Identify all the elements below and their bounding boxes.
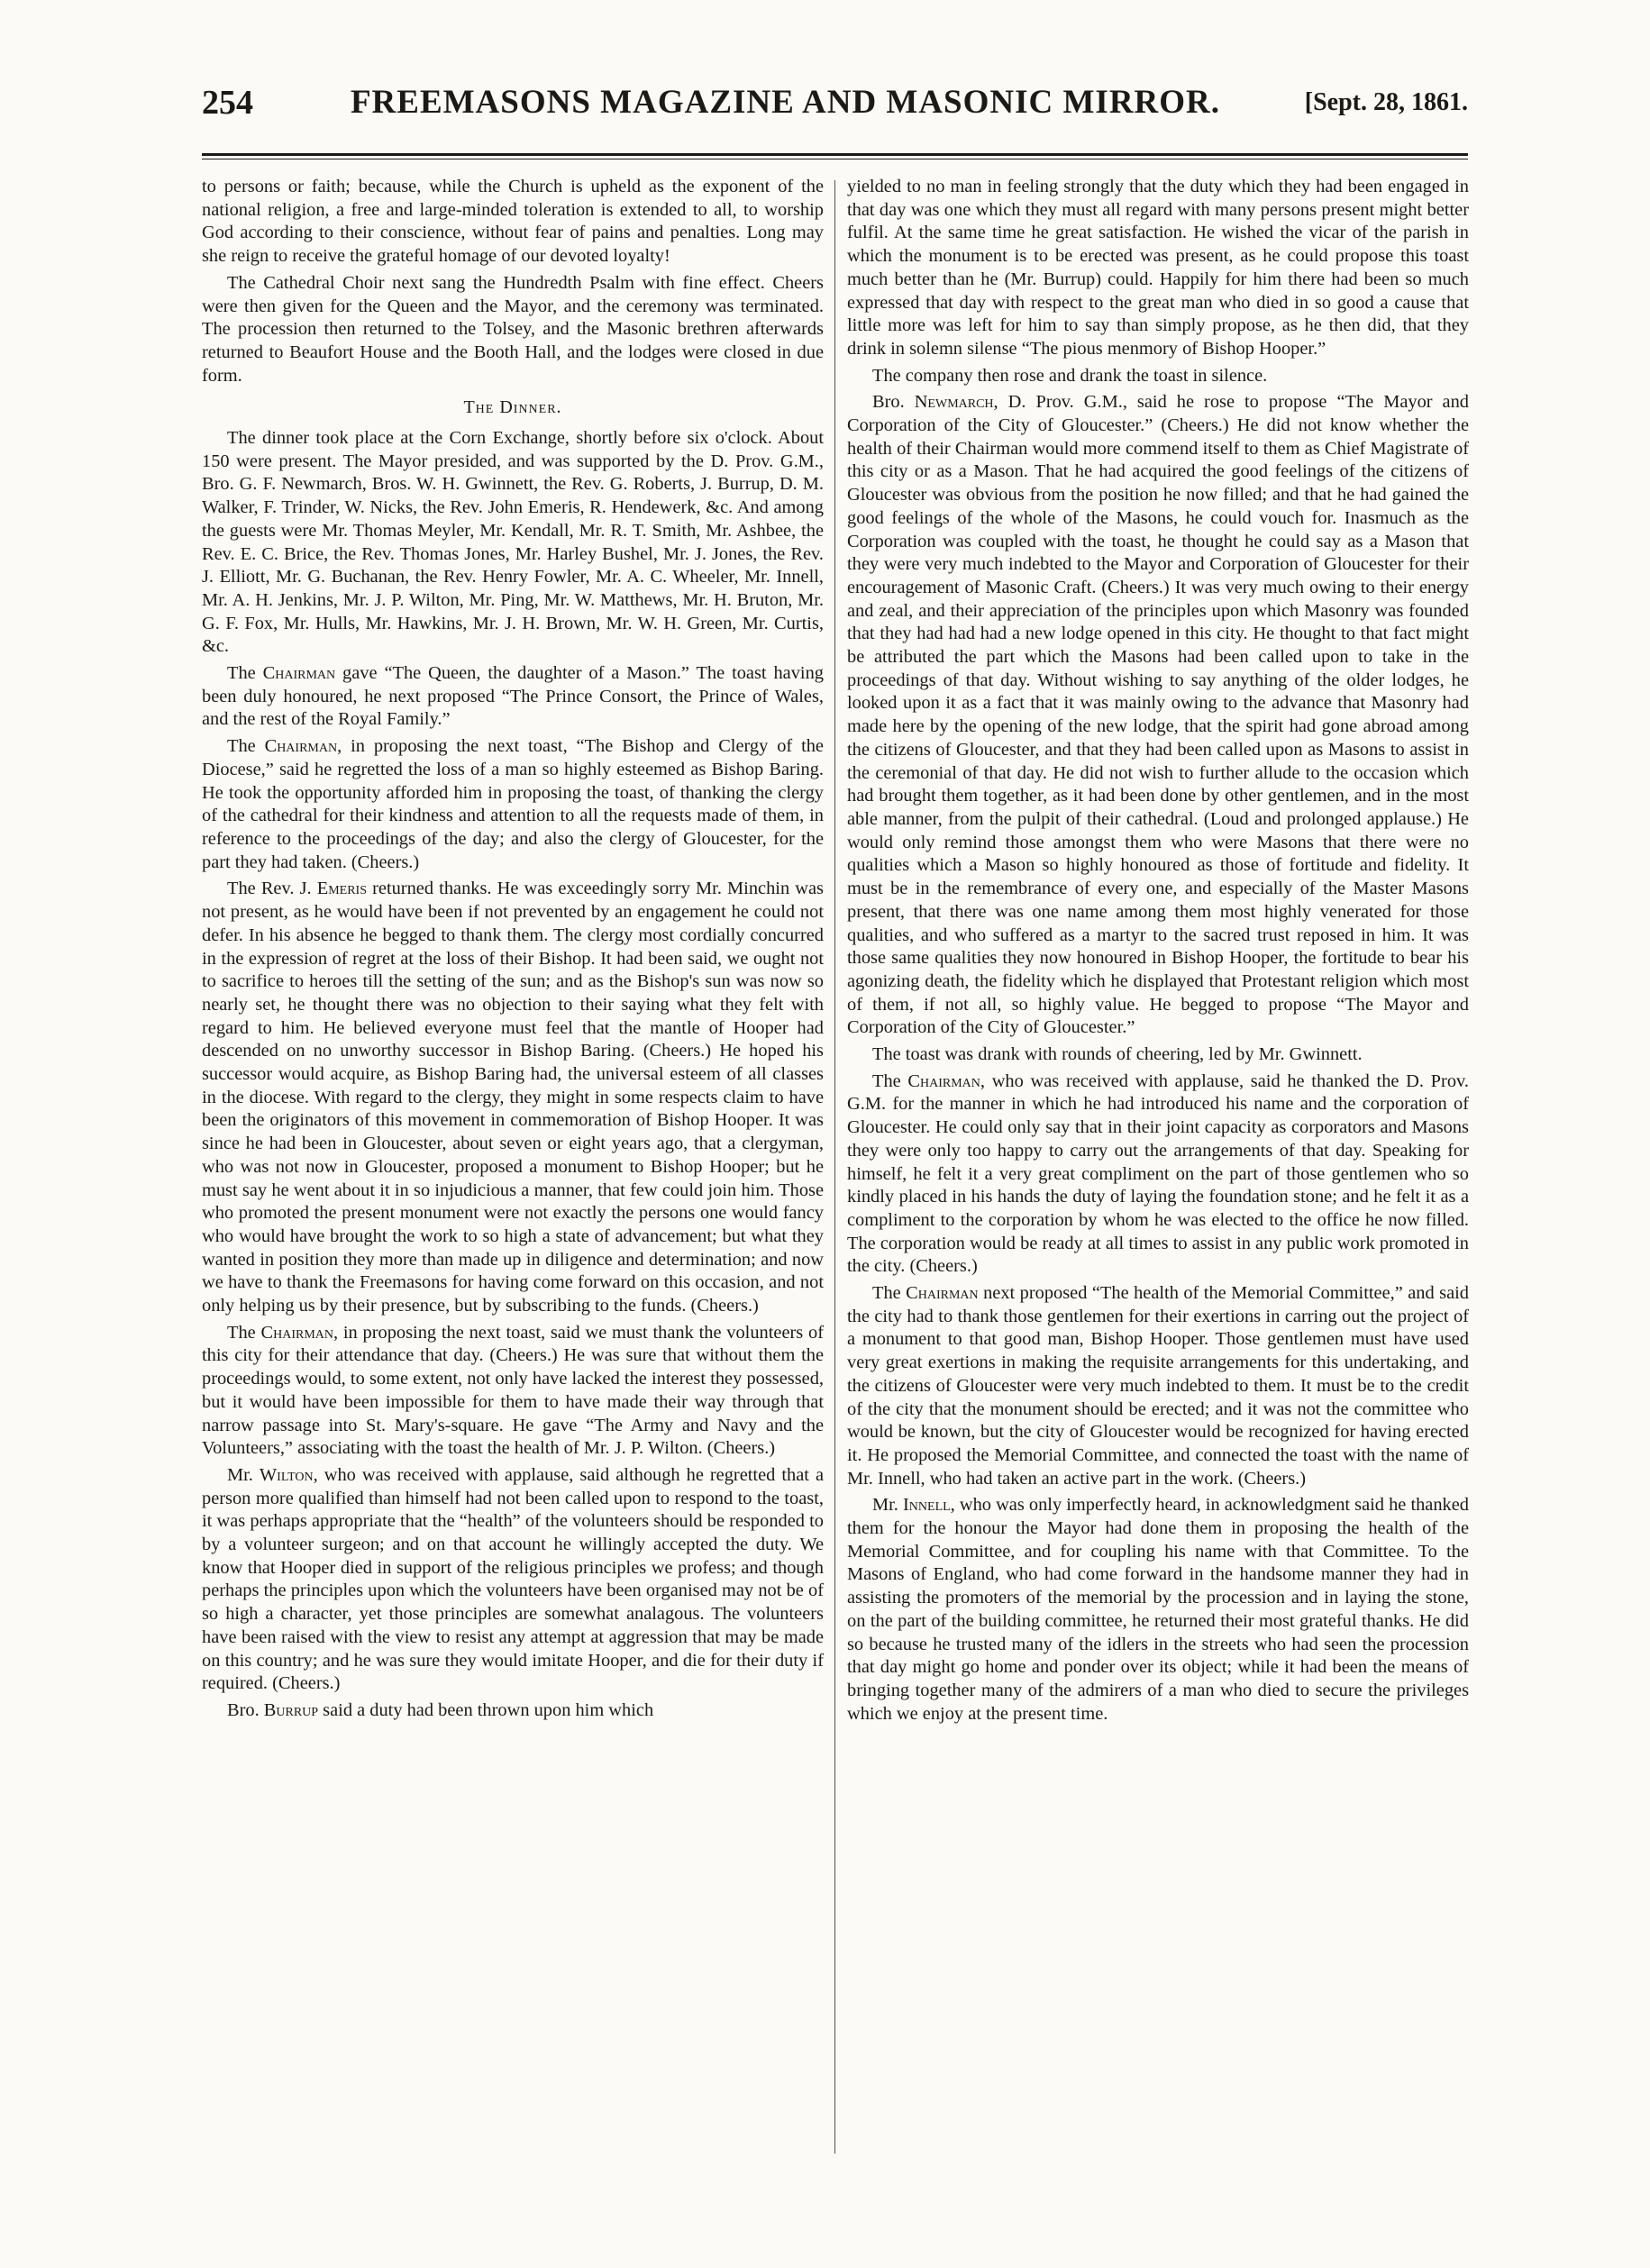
speaker-name: Innell: [903, 1495, 951, 1516]
right-column: [847, 176, 1469, 2167]
speaker-name: Chairman: [907, 1070, 980, 1091]
speaker-name: Burrup: [263, 1700, 319, 1720]
speaker-name: Chairman: [906, 1283, 979, 1304]
speaker-name: Wilton: [259, 1464, 314, 1485]
paragraph: The Rev. J. Emeris returned thanks. He was exceedingly sorry Mr. Minchin was not present, as he would have been if not prevented by an engagement he could not defer. In his absence he begged to thank them. The clergy most cordially concurred in the expression of regret at the loss of their Bishop. It had been said, we ought not to sacrifice to heroes till the setting of the sun; and as the Bishop's sun was now so nearly set, he thought there was no objection to their saying what they felt with regard to him. He believed everyone must feel that the mantle of Hooper had descended on no unworthy successor in Bishop Baring. (Cheers.) He hoped his successor would acquire, as Bishop Baring had, the universal esteem of all classes in the diocese. With regard to the clergy, they might in some respects claim to have been the originators of this movement in commemoration of Bishop Hooper. It was since he had been in Gloucester, about seven or eight years ago, that a clergyman, who was not now in Gloucester, proposed a monument to Bishop Hooper; but he must say he went about it in so injudicious a manner, that few could join him. Those who promoted the present monument were not exactly the persons one would fancy who would have brought the work to so high a state of advancement; but what they wanted in position they more than made up in diligence and determination; and now we have to thank the Freemasons for having come forward on this occasion, and not only helping us by their presence, but by subscribing to the funds. (Cheers.): [202, 879, 824, 1316]
paragraph: The Chairman, who was received with applause, said he thanked the D. Prov. G.M. for the manner in which he had introduced his name and the corporation of Gloucester. He could only say that in their joint capacity as corporators and Masons they were only too happy to carry out the arrangements of that day. Speaking for himself, he felt it a very great compliment on the part of those gentlemen who so kindly placed in his hands the duty of laying the foundation stone; and he felt it as a compliment to the corporation by whom he was elected to the office he now filled. The corporation would be ready at all times to assist in any public work promoted in the city. (Cheers.): [847, 1070, 1469, 1277]
page-header: [202, 77, 1468, 132]
paragraph: The company then rose and drank the toast in silence.: [872, 365, 1268, 386]
paragraph: The Cathedral Choir next sang the Hundredth Psalm with fine effect. Cheers were then given for the Queen and the Mayor, and the ceremony was terminated. The procession then returned to the Tolsey, and the Masonic brethren afterwards returned to Beaufort House and the Booth Hall, and the lodges were closed in due form.: [202, 272, 824, 386]
column-divider: [834, 180, 835, 2154]
paragraph: Bro. Newmarch, D. Prov. G.M., said he rose to propose “The Mayor and Corporation of the City of Gloucester.” (Cheers.) He did not know whether the health of their Chairman would more commend itself to them as Chief Magistrate of this city or as a Mason. That he had acquired the good feelings of the citizens of Gloucester was obvious from the position he now filled; and that he had gained the good feelings of the whole of the Masons, he could vouch for. Inasmuch as the Corporation was coupled with the toast, he thought he could say as a Mason that they were very much indebted to the Mayor and Corporation of Gloucester for their encouragement of Masonic Craft. (Cheers.) It was very much owing to their energy and zeal, and their appreciation of the principles upon which Masonry was founded that they had had had a new lodge opened in this city. He thought to that fact might be attributed the part which the Masons had been called upon to take in the proceedings of that day. Without wishing to say anything of the older lodges, he looked upon it as a fact that it was mainly owing to the advance that Masonry had made here by the opening of the new lodge, that the spirit had gone abroad among the citizens of Gloucester, and that they had been called upon as Masons to assist in the ceremonial of that day. He did not wish to further allude to the occasion which had brought them together, as it had been done by other gentlemen, and in the most able manner, from the pulpit of their cathedral. (Loud and prolonged applause.) He would only remind those amongst them who were Masons that there were no qualities which a Mason so highly honoured as those of fortitude and fidelity. It must be in the remembrance of every one, and especially of the Master Masons present, that there was one name among them most highly venerated for those qualities, and who suffered as a martyr to the sacred trust reposed in him. It was those same qualities they now honoured in Bishop Hooper, the fortitude to bear his agonizing death, the fidelity which he displayed that Protestant religion which most of them, if not all, so highly value. He begged to propose “The Mayor and Corporation of the City of Gloucester.”: [847, 392, 1469, 1038]
issue-date: [Sept. 28, 1861.: [1304, 88, 1468, 116]
paragraph: The Chairman, in proposing the next toast, said we must thank the volunteers of this city for their attendance that day. (Cheers.) He was sure that without them the proceedings would, to some extent, not only have lacked the interest they possessed, but it would have been impossible for them to have made their way through that narrow passage into St. Mary's-square. He gave “The Army and Navy and the Volunteers,” associating with the toast the health of Mr. J. P. Wilton. (Cheers.): [202, 1322, 824, 1459]
paragraph: The toast was drank with rounds of cheering, led by Mr. Gwinnett.: [872, 1044, 1363, 1065]
speaker-name: Chairman: [264, 736, 338, 757]
paragraph: Bro. Burrup said a duty had been thrown upon him which: [227, 1700, 654, 1720]
paragraph: The Chairman, in proposing the next toast, “The Bishop and Clergy of the Diocese,” said he regretted the loss of a man so highly esteemed as Bishop Baring. He took the opportunity afforded him in proposing the toast, of thanking the clergy of the cathedral for their kindness and attention to all the requests made of them, in reference to the proceedings of the day; and also the clergy of Gloucester, for the part they had taken. (Cheers.): [202, 736, 824, 872]
speaker-name: Chairman: [262, 663, 336, 684]
left-column: [202, 176, 824, 2167]
paragraph: The Chairman next proposed “The health of the Memorial Committee,” and said the city had to thank those gentlemen for their exertions in carring out the project of a monument to that good man, Bishop Hooper. Those gentlemen must have used very great exertions in making the requisite arrangements for this undertaking, and the citizens of Gloucester were very much indebted to them. It must be to the credit of the city that the monument should be erected; and it was not the committee who would be known, but the city of Gloucester would be recognized for having erected it. He proposed the Memorial Committee, and connected the toast with the name of Mr. Innell, who had taken an active part in the work. (Cheers.): [847, 1283, 1469, 1489]
paragraph: Mr. Wilton, who was received with applause, said although he regretted that a person more qualified than himself had not been called upon to respond to the toast, it was perhaps appropriate that the “health” of the volunteers should be responded to by a volunteer surgeon; and on that account he willingly accepted the duty. We know that Hooper died in support of the religious principles we profess; and though perhaps the principles upon which the volunteers have been organised may not be of so high a character, yet those principles are somewhat analagous. The volunteers have been raised with the view to resist any attempt at aggression that may be made on this country; and he was sure they would imitate Hooper, and die for their duty if required. (Cheers.): [202, 1464, 824, 1694]
speaker-name: Newmarch: [914, 392, 994, 413]
speaker-name: Chairman: [260, 1322, 333, 1343]
paragraph: Mr. Innell, who was only imperfectly heard, in acknowledgment said he thanked them for the honour the Mayor had done them in proposing the health of the Memorial Committee, and for coupling his name with that Committee. To the Masons of England, who had come forward in the handsome manner they had in assisting the promoters of the memorial by the procession and in laying the stone, on the part of the building committee, he returned their most grateful thanks. He did so because he trusted many of the idlers in the streets who had seen the procession that day might go home and ponder over its object; while it had been the means of bringing together many of the admirers of a man who died to secure the privileges which we enjoy at the present time.: [847, 1495, 1469, 1724]
paragraph: The dinner took place at the Corn Exchange, shortly before six o'clock. About 150 were present. The Mayor presided, and was supported by the D. Prov. G.M., Bro. G. F. Newmarch, Bros. W. H. Gwinnett, the Rev. G. Roberts, J. Burrup, D. M. Walker, F. Trinder, W. Nicks, the Rev. John Emeris, R. Hendewerk, &c. And among the guests were Mr. Thomas Meyler, Mr. Kendall, Mr. R. T. Smith, Mr. Ashbee, the Rev. E. C. Brice, the Rev. Thomas Jones, Mr. Harley Bushel, Mr. J. Jones, the Rev. J. Elliott, Mr. G. Buchanan, the Rev. Henry Fowler, Mr. A. C. Wheeler, Mr. Innell, Mr. A. H. Jenkins, Mr. J. P. Wilton, Mr. Ping, Mr. W. Matthews, Mr. H. Bruton, Mr. G. F. Fox, Mr. Hulls, Mr. Hawkins, Mr. J. H. Brown, Mr. W. H. Green, Mr. Curtis, &c.: [202, 428, 824, 657]
paragraph: to persons or faith; because, while the Church is upheld as the exponent of the national religion, a free and large-minded toleration is extended to all, to worship God according to their conscience, without fear of pains and penalties. Long may she reign to receive the grateful homage of our devoted loyalty!: [202, 177, 824, 267]
section-heading: The Dinner.: [463, 397, 562, 418]
magazine-title: FREEMASONS MAGAZINE AND MASONIC MIRROR.: [350, 84, 1221, 121]
header-rule: [202, 153, 1468, 156]
speaker-name: Emeris: [316, 879, 367, 899]
page-number: 254: [202, 84, 253, 122]
paragraph: yielded to no man in feeling strongly that the duty which they had been engaged in that day was one which they must all regard with many persons present might better fulfil. At the same time he great satisfaction. He wished the vicar of the parish in which the monument is to be erected was present, as he could propose this toast much better than he (Mr. Burrup) could. Happily for him there had been so much expressed that day with respect to the great man who died in so good a cause that little more was left for him to say than simply propose, as he then did, that they drink in solemn silense “The pious menmory of Bishop Hooper.”: [847, 177, 1469, 359]
paragraph: The Chairman gave “The Queen, the daughter of a Mason.” The toast having been duly honoured, he next proposed “The Prince Consort, the Prince of Wales, and the rest of the Royal Family.”: [202, 663, 824, 730]
